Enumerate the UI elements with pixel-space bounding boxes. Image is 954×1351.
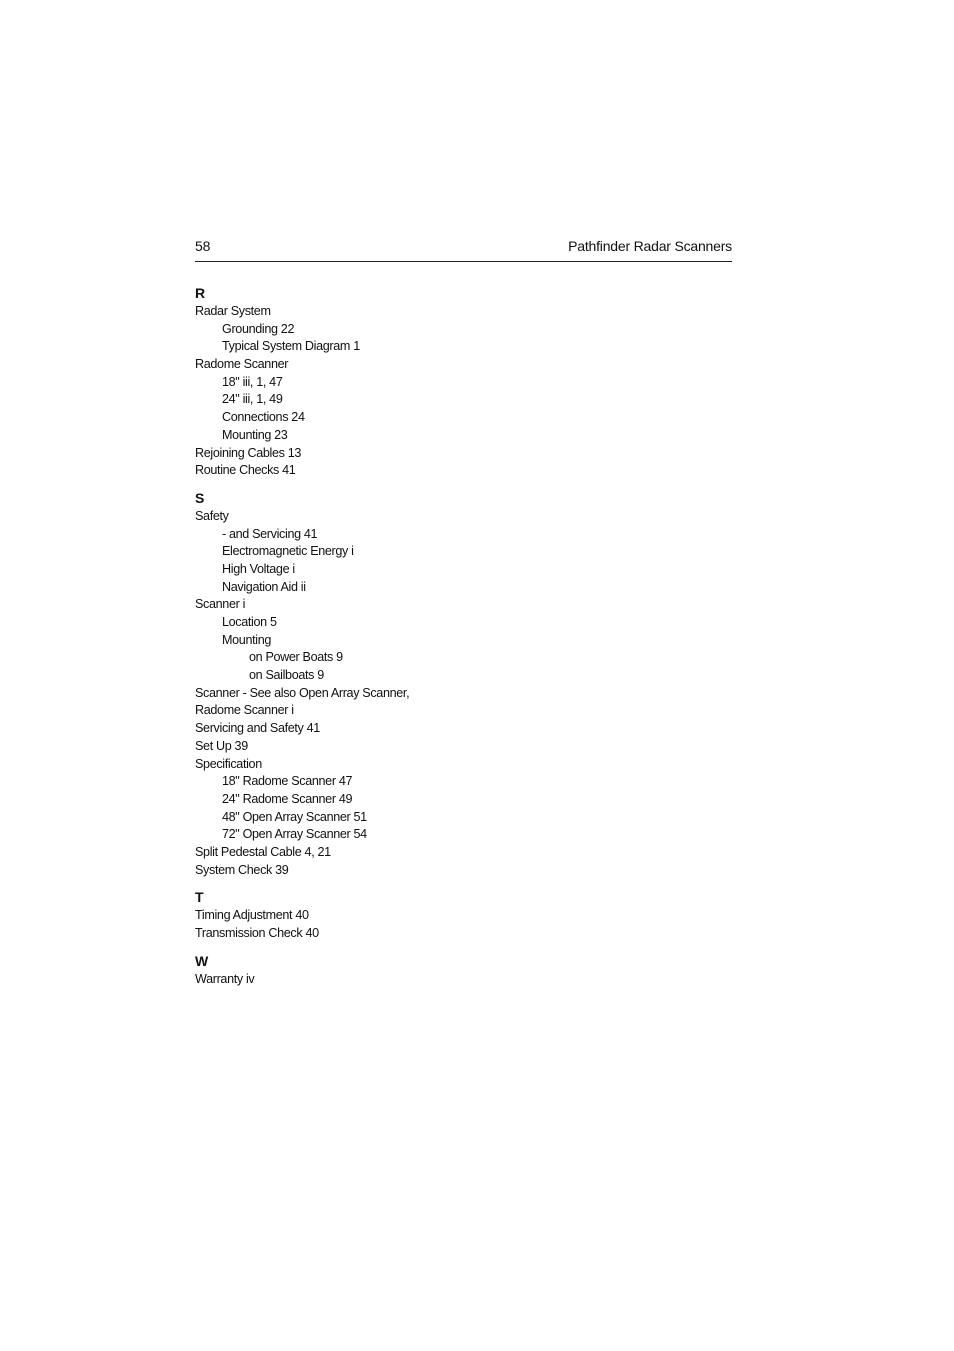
index-entry: Warranty iv xyxy=(195,971,255,986)
index-entry: Connections 24 xyxy=(222,410,305,425)
running-title: Pathfinder Radar Scanners xyxy=(568,238,732,254)
index-entry: Split Pedestal Cable 4, 21 xyxy=(195,844,331,859)
index-entry: Safety xyxy=(195,508,229,523)
index-entry: Radar System xyxy=(195,304,271,318)
index-entry: 24" Radome Scanner 49 xyxy=(222,791,353,806)
index-entry: High Voltage i xyxy=(222,561,295,576)
index-entry: Radome Scanner i xyxy=(195,703,294,718)
index-section-w xyxy=(195,951,595,989)
page-header xyxy=(195,236,732,262)
page-number: 58 xyxy=(195,238,211,254)
index-entry: Routine Checks 41 xyxy=(195,463,296,478)
section-letter: S xyxy=(195,489,205,506)
index-entry: Mounting xyxy=(222,632,272,647)
index-entry: 48" Open Array Scanner 51 xyxy=(222,809,367,824)
index-entry: 72" Open Array Scanner 54 xyxy=(222,827,367,842)
section-letter: T xyxy=(195,889,204,906)
index-entry: Electromagnetic Energy i xyxy=(222,544,354,559)
index-entry: on Sailboats 9 xyxy=(249,668,324,683)
index-entry: Navigation Aid ii xyxy=(222,579,306,594)
section-letter: R xyxy=(195,285,206,301)
index-entry: Servicing and Safety 41 xyxy=(195,721,320,736)
index-entry: Typical System Diagram 1 xyxy=(222,339,360,354)
index-entry: System Check 39 xyxy=(195,862,289,877)
index-entry: Timing Adjustment 40 xyxy=(195,908,309,923)
index-entry: Radome Scanner xyxy=(195,357,289,372)
index-entry: 18" iii, 1, 47 xyxy=(222,374,283,389)
index-list xyxy=(195,283,595,996)
index-entry: 24" iii, 1, 49 xyxy=(222,392,283,407)
index-entry: on Power Boats 9 xyxy=(249,650,343,665)
index-entry: Grounding 22 xyxy=(222,321,295,336)
index-entry: Set Up 39 xyxy=(195,738,248,753)
index-entry: Rejoining Cables 13 xyxy=(195,445,302,460)
index-entry: Location 5 xyxy=(222,615,277,629)
index-entry: 18" Radome Scanner 47 xyxy=(222,774,353,789)
section-letter: W xyxy=(195,952,209,969)
index-section-t xyxy=(195,887,595,942)
index-entry: Mounting 23 xyxy=(222,427,288,442)
index-entry: Specification xyxy=(195,756,262,771)
index-entry: Scanner - See also Open Array Scanner, xyxy=(195,685,410,700)
index-section-s xyxy=(195,488,595,879)
index-section-r xyxy=(195,283,595,480)
index-entry: Transmission Check 40 xyxy=(195,926,319,940)
index-entry: - and Servicing 41 xyxy=(222,526,318,541)
index-entry: Scanner i xyxy=(195,597,246,612)
